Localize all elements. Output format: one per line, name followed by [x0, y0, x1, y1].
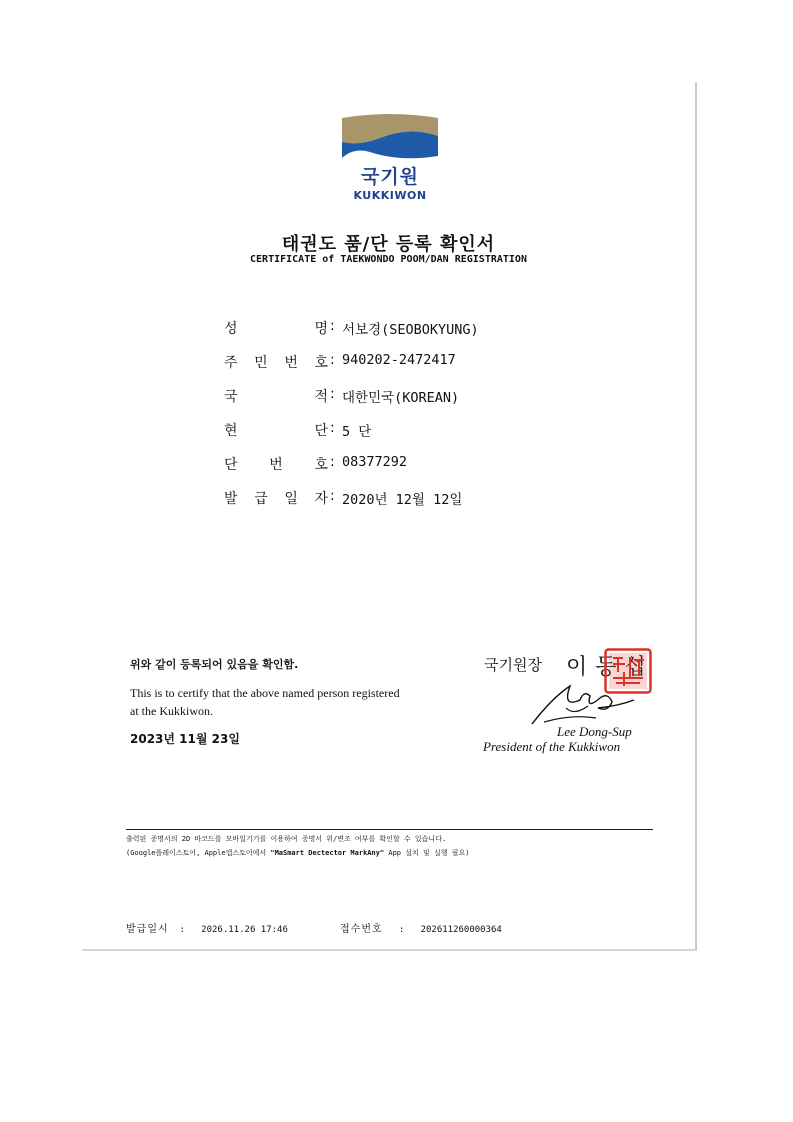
- certificate-title-english: CERTIFICATE of TAEKWONDO POOM/DAN REGISTRATION: [250, 254, 527, 265]
- president-name-korean: 이동섭: [566, 655, 654, 680]
- footer-receipt-value: 202611260000364: [420, 925, 502, 935]
- footer-receipt-label: 접수번호: [340, 924, 383, 935]
- notice-divider: [126, 829, 653, 830]
- logo-english-text: KUKKIWON: [353, 189, 427, 202]
- confirmation-korean: 위와 같이 등록되어 있음을 확인함.: [130, 658, 299, 671]
- field-value: 대한민국(KOREAN): [342, 390, 460, 406]
- footer-receipt-number: 접수번호 : 202611260000364: [340, 924, 502, 935]
- certificate-title-korean: 태권도 품/단 등록 확인서: [281, 234, 496, 255]
- confirmation-date: 2023년 11월 23일: [130, 732, 240, 746]
- field-label: 단 번 호: [224, 457, 328, 473]
- field-label: 성 명: [224, 321, 328, 337]
- field-label: 국 적: [224, 389, 328, 405]
- president-title-english: President of the Kukkiwon: [483, 739, 621, 754]
- field-value: 서보경(SEOBOKYUNG): [342, 322, 479, 338]
- field-value: 2020년 12월 12일: [342, 492, 463, 508]
- field-label: 주 민 번 호: [224, 355, 328, 371]
- footer-issue-datetime: 발급일시 : 2026.11.26 17:46: [126, 924, 288, 935]
- field-label: 현 단: [224, 423, 328, 439]
- president-signature-icon: [522, 678, 642, 730]
- kukkiwon-emblem-icon: [340, 112, 440, 160]
- logo-korean-text: 국기원: [360, 166, 420, 188]
- notice-line-2: (Google플레이스토어, Apple앱스토어에서 "MaSmart Dectector MarkAny" App 설치 및 실행 필요): [126, 849, 470, 857]
- field-value: 08377292: [342, 454, 408, 470]
- field-label: 발 급 일 자: [224, 491, 328, 507]
- certificate-page: 국기원 KUKKIWON 태권도 품/단 등록 확인서 CERTIFICATE of TAEKWONDO POOM/DAN REGISTRATION 성 명 : 서보경(SEOBOKYUNG) 주 민 번 호 : 940202-2472417 국 적 : 대한민국(KOREAN) 현 단 : 5 단 단 번 호 : 08377292 발 급 일 자 : 2020년 12월 12일 위와 같이 등록되어 있음을 확인함. This is to certify that the above named person registered at the Kukkiwon. 2023년 11월 23일 국기원장 이동섭 Lee Dong-Sup President of the Kukkiwon 출력된 증명서의 2D 바코드를 모바일기기를 이용하여 증명서 위/변조 여부를 확인할 수 있습니다. (Google플레이스토어, Apple앱스토어에서 "MaSmart Dectector MarkAny" App 설치 및 실행 필요) 발급일시 : 2026.11.26 17:46 접수번호 : 202611260000364: [82, 82, 697, 951]
- field-value: 940202-2472417: [342, 352, 456, 368]
- president-title-korean: 국기원장: [484, 656, 542, 674]
- footer-issue-label: 발급일시: [126, 924, 169, 935]
- president-name-english: Lee Dong-Sup: [557, 724, 632, 739]
- field-value: 5 단: [342, 424, 372, 440]
- notice-line-1: 출력된 증명서의 2D 바코드를 모바일기기를 이용하여 증명서 위/변조 여부를 확인할 수 있습니다.: [126, 835, 447, 843]
- kukkiwon-logo: [335, 112, 445, 202]
- confirmation-english: This is to certify that the above named person registered at the Kukkiwon.: [130, 686, 400, 718]
- footer-issue-value: 2026.11.26 17:46: [201, 925, 288, 935]
